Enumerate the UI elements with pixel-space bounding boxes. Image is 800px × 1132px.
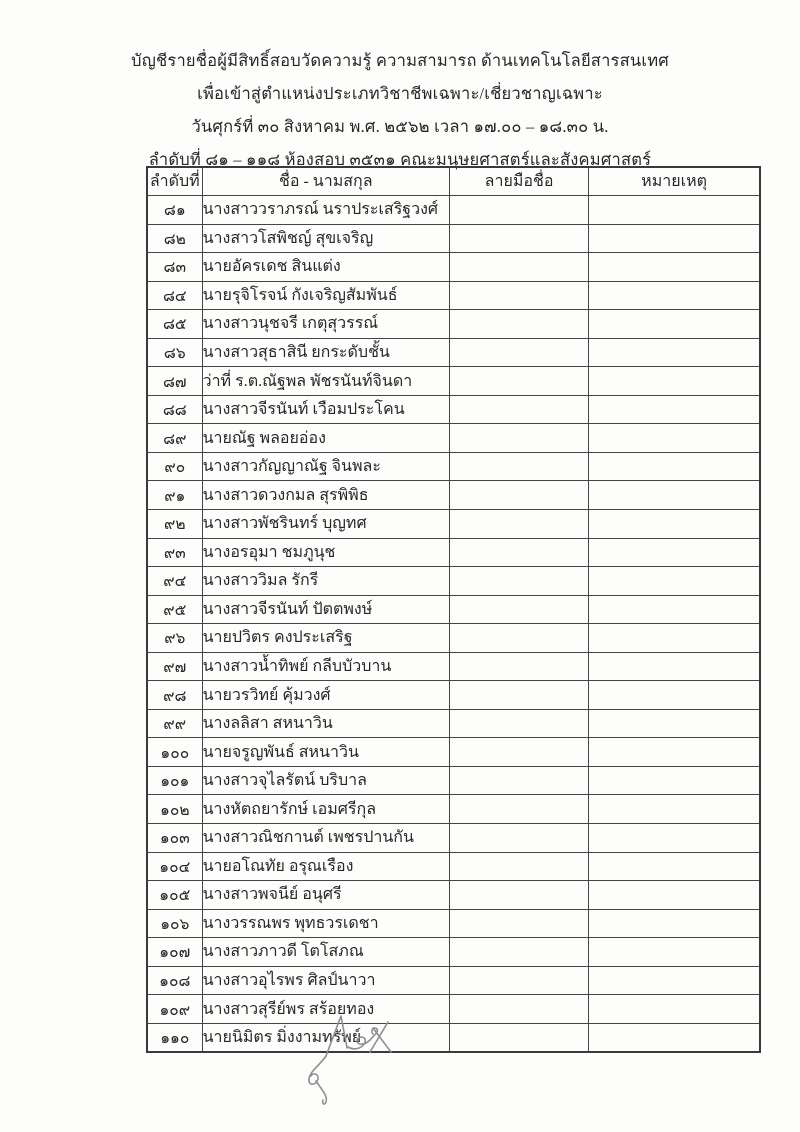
- signature-cell: [449, 224, 588, 253]
- signature-cell: [449, 367, 588, 396]
- name-cell: นางสาวสุรีย์พร สร้อยทอง: [202, 995, 449, 1024]
- name-cell: นางสาววราภรณ์ นราประเสริฐวงศ์: [202, 196, 449, 225]
- table-row: [147, 452, 760, 481]
- column-header-name: ชื่อ - นามสกุล: [202, 167, 449, 196]
- signature-cell: [449, 909, 588, 938]
- signature-cell: [449, 1023, 588, 1052]
- row-number-cell: ๙๖: [147, 624, 202, 653]
- name-cell: นางสาวกัญญาณัฐ จินพละ: [202, 452, 449, 481]
- remark-cell: [589, 681, 760, 710]
- table-row: [147, 310, 760, 339]
- name-cell: นางสาวนุชจรี เกตุสุวรรณ์: [202, 310, 449, 339]
- row-number-cell: ๘๓: [147, 253, 202, 282]
- name-cell: นางวรรณพร พุทธวรเดชา: [202, 909, 449, 938]
- name-cell: นางลลิสา สหนาวิน: [202, 709, 449, 738]
- row-number-cell: ๙๐: [147, 452, 202, 481]
- table-row: [147, 995, 760, 1024]
- name-cell: นายจรูญพันธ์ สหนาวิน: [202, 738, 449, 767]
- name-cell: นายณัฐ พลอยอ่อง: [202, 424, 449, 453]
- remark-cell: [589, 567, 760, 596]
- remark-cell: [589, 966, 760, 995]
- name-cell: นางสาวจีรนันท์ ปัตตพงษ์: [202, 595, 449, 624]
- table-row: [147, 824, 760, 853]
- row-number-cell: ๘๖: [147, 338, 202, 367]
- row-number-cell: ๘๒: [147, 224, 202, 253]
- signature-cell: [449, 966, 588, 995]
- remark-cell: [589, 824, 760, 853]
- name-cell: ว่าที่ ร.ต.ณัฐพล พัชรนันท์จินดา: [202, 367, 449, 396]
- row-number-cell: ๙๘: [147, 681, 202, 710]
- remark-cell: [589, 938, 760, 967]
- name-cell: นางสาวน้ำทิพย์ กลีบบัวบาน: [202, 652, 449, 681]
- signature-cell: [449, 452, 588, 481]
- remark-cell: [589, 452, 760, 481]
- remark-cell: [589, 881, 760, 910]
- table-row: [147, 567, 760, 596]
- table-row: [147, 938, 760, 967]
- name-cell: นายนิมิตร มิ่งงามทรัพย์: [202, 1023, 449, 1052]
- table-row: [147, 224, 760, 253]
- name-cell: นายวรวิทย์ คุ้มวงศ์: [202, 681, 449, 710]
- row-number-cell: ๑๐๗: [147, 938, 202, 967]
- signature-cell: [449, 281, 588, 310]
- signature-cell: [449, 310, 588, 339]
- remark-cell: [589, 338, 760, 367]
- row-number-cell: ๘๕: [147, 310, 202, 339]
- table-row: [147, 253, 760, 282]
- name-cell: นางอรอุมา ชมภูนุช: [202, 538, 449, 567]
- signature-cell: [449, 738, 588, 767]
- row-number-cell: ๙๑: [147, 481, 202, 510]
- signature-cell: [449, 938, 588, 967]
- table-row: [147, 510, 760, 539]
- name-cell: นางหัตถยารักษ์ เอมศรีกุล: [202, 795, 449, 824]
- remark-cell: [589, 481, 760, 510]
- row-number-cell: ๑๐๒: [147, 795, 202, 824]
- row-number-cell: ๑๐๘: [147, 966, 202, 995]
- table-row: [147, 852, 760, 881]
- remark-cell: [589, 253, 760, 282]
- row-number-cell: ๙๒: [147, 510, 202, 539]
- table-row: [147, 367, 760, 396]
- remark-cell: [589, 795, 760, 824]
- name-cell: นางสาวดวงกมล สุรพิพิธ: [202, 481, 449, 510]
- table-row: [147, 538, 760, 567]
- name-cell: นางสาวสุธาสินี ยกระดับชั้น: [202, 338, 449, 367]
- table-row: [147, 595, 760, 624]
- table-body: [147, 196, 760, 1052]
- signature-cell: [449, 824, 588, 853]
- name-cell: นายรุจิโรจน์ กังเจริญสัมพันธ์: [202, 281, 449, 310]
- remark-cell: [589, 624, 760, 653]
- signature-cell: [449, 881, 588, 910]
- row-number-cell: ๑๐๔: [147, 852, 202, 881]
- signature-cell: [449, 538, 588, 567]
- table-row: [147, 395, 760, 424]
- column-header-remark: หมายเหตุ: [589, 167, 760, 196]
- signature-cell: [449, 424, 588, 453]
- signature-cell: [449, 624, 588, 653]
- signature-cell: [449, 595, 588, 624]
- name-cell: นายอัครเดช สินแต่ง: [202, 253, 449, 282]
- row-number-cell: ๑๐๙: [147, 995, 202, 1024]
- row-number-cell: ๙๗: [147, 652, 202, 681]
- row-number-cell: ๙๙: [147, 709, 202, 738]
- name-cell: นางสาวโสพิชญ์ สุขเจริญ: [202, 224, 449, 253]
- remark-cell: [589, 1023, 760, 1052]
- row-number-cell: ๑๐๖: [147, 909, 202, 938]
- table-row: [147, 281, 760, 310]
- remark-cell: [589, 367, 760, 396]
- table-header-row: [147, 167, 760, 196]
- document-title-line-2: เพื่อเข้าสู่ตำแหน่งประเภทวิชาชีพเฉพาะ/เชี่ยวชาญเฉพาะ: [197, 84, 603, 103]
- table-row: [147, 766, 760, 795]
- table-row: [147, 338, 760, 367]
- signature-cell: [449, 567, 588, 596]
- table-row: [147, 652, 760, 681]
- row-number-cell: ๘๙: [147, 424, 202, 453]
- name-cell: นางสาวอุไรพร ศิลป์นาวา: [202, 966, 449, 995]
- row-number-cell: ๑๐๐: [147, 738, 202, 767]
- signature-cell: [449, 681, 588, 710]
- signature-cell: [449, 338, 588, 367]
- name-cell: นางสาวจุไลรัตน์ บริบาล: [202, 766, 449, 795]
- signature-cell: [449, 481, 588, 510]
- signature-cell: [449, 196, 588, 225]
- row-number-cell: ๑๐๑: [147, 766, 202, 795]
- remark-cell: [589, 224, 760, 253]
- remark-cell: [589, 281, 760, 310]
- remark-cell: [589, 395, 760, 424]
- signature-cell: [449, 395, 588, 424]
- exam-date-time-line: วันศุกร์ที่ ๓๐ สิงหาคม พ.ศ. ๒๕๖๒ เวลา ๑๗.๐๐ – ๑๘.๓๐ น.: [191, 117, 609, 136]
- document-title-line-1: บัญชีรายชื่อผู้มีสิทธิ์สอบวัดความรู้ ความสามารถ ด้านเทคโนโลยีสารสนเทศ: [131, 51, 669, 70]
- table-row: [147, 909, 760, 938]
- row-number-cell: ๙๔: [147, 567, 202, 596]
- table-row: [147, 795, 760, 824]
- signature-cell: [449, 709, 588, 738]
- signature-cell: [449, 795, 588, 824]
- remark-cell: [589, 995, 760, 1024]
- signature-cell: [449, 652, 588, 681]
- remark-cell: [589, 738, 760, 767]
- table-row: [147, 966, 760, 995]
- remark-cell: [589, 709, 760, 738]
- signature-cell: [449, 852, 588, 881]
- exam-room-line: ลำดับที่ ๘๑ – ๑๑๘ ห้องสอบ ๓๕๓๑ คณะมนุษยศาสตร์และสังคมศาสตร์: [148, 150, 652, 169]
- row-number-cell: ๘๑: [147, 196, 202, 225]
- name-cell: นางสาวพัชรินทร์ บุญทศ: [202, 510, 449, 539]
- name-cell: นางสาวจีรนันท์ เวือมประโคน: [202, 395, 449, 424]
- table-row: [147, 424, 760, 453]
- name-cell: นางสาวณิชกานต์ เพชรปานกัน: [202, 824, 449, 853]
- table-row: [147, 681, 760, 710]
- signature-cell: [449, 766, 588, 795]
- column-header-order-number: ลำดับที่: [147, 167, 202, 196]
- table-row: [147, 881, 760, 910]
- signature-cell: [449, 510, 588, 539]
- column-header-signature: ลายมือชื่อ: [449, 167, 588, 196]
- remark-cell: [589, 538, 760, 567]
- signature-cell: [449, 995, 588, 1024]
- table-row: [147, 709, 760, 738]
- remark-cell: [589, 424, 760, 453]
- remark-cell: [589, 510, 760, 539]
- table-row: [147, 738, 760, 767]
- candidate-roster-table: [146, 166, 761, 1053]
- table-row: [147, 1023, 760, 1052]
- row-number-cell: ๘๘: [147, 395, 202, 424]
- remark-cell: [589, 766, 760, 795]
- signature-cell: [449, 253, 588, 282]
- remark-cell: [589, 909, 760, 938]
- row-number-cell: ๘๔: [147, 281, 202, 310]
- row-number-cell: ๑๑๐: [147, 1023, 202, 1052]
- table-row: [147, 624, 760, 653]
- row-number-cell: ๑๐๕: [147, 881, 202, 910]
- name-cell: นางสาวพจนีย์ อนุศรี: [202, 881, 449, 910]
- table-row: [147, 481, 760, 510]
- document-header: [0, 44, 800, 176]
- row-number-cell: ๘๗: [147, 367, 202, 396]
- row-number-cell: ๙๓: [147, 538, 202, 567]
- row-number-cell: ๙๕: [147, 595, 202, 624]
- row-number-cell: ๑๐๓: [147, 824, 202, 853]
- remark-cell: [589, 310, 760, 339]
- name-cell: นายปวิตร คงประเสริฐ: [202, 624, 449, 653]
- name-cell: นางสาวภาวดี โตโสภณ: [202, 938, 449, 967]
- table-row: [147, 196, 760, 225]
- remark-cell: [589, 852, 760, 881]
- remark-cell: [589, 196, 760, 225]
- name-cell: นายอโณทัย อรุณเรือง: [202, 852, 449, 881]
- remark-cell: [589, 652, 760, 681]
- name-cell: นางสาววิมล รักรี: [202, 567, 449, 596]
- remark-cell: [589, 595, 760, 624]
